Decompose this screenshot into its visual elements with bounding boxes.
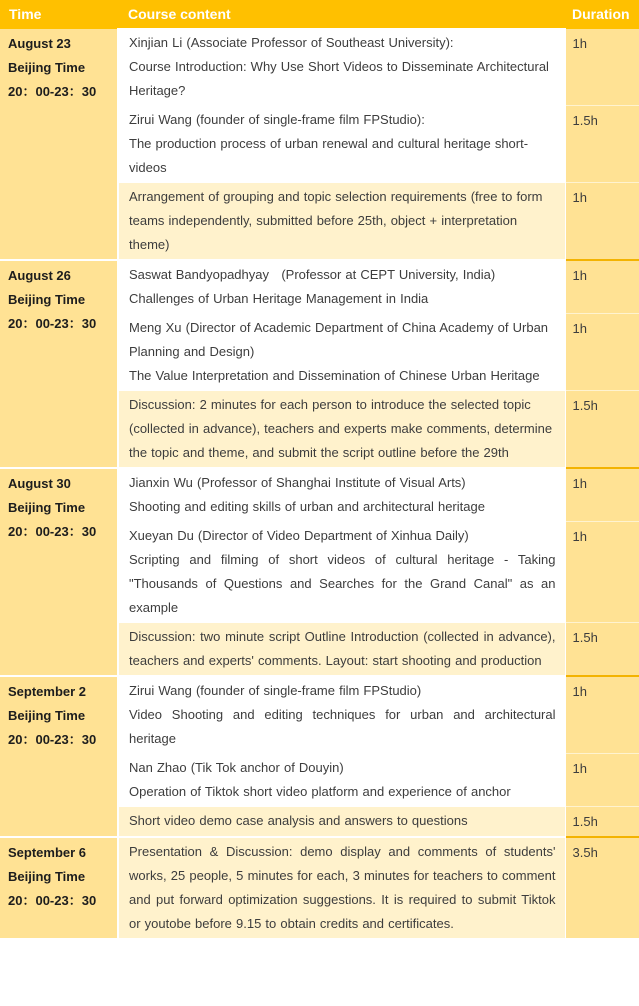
session-text-line: Nan Zhao (Tik Tok anchor of Douyin)	[129, 760, 344, 775]
session-content-cell	[118, 260, 565, 314]
session-text-line: The Value Interpretation and Dissemination of Chinese Urban Heritage	[129, 368, 540, 383]
duration-cell: 1h	[565, 468, 639, 522]
duration-cell: 3.5h	[565, 837, 639, 938]
session-content-cell	[118, 314, 565, 391]
beijing-time-label: Beijing Time	[8, 59, 86, 75]
table-row	[0, 468, 639, 522]
duration-cell: 1h	[565, 314, 639, 391]
session-text-line: Zirui Wang (founder of single-frame film FPStudio)	[129, 683, 422, 698]
session-content-cell	[118, 522, 565, 623]
session-text-line: Meng Xu (Director of Academic Department of China Academy of Urban Planning and Design)	[129, 320, 553, 359]
session-text-line: Discussion: 2 minutes for each person to introduce the selected topic (collected in advance), teachers and experts make comments, determine the topic and theme, and submit the script outline before the 29th	[129, 397, 557, 460]
session-text-line: Presentation & Discussion: demo display and comments of students' works, 25 people, 5 minutes for each, 3 minutes for teachers to comment and put forward optimization suggestions. It is required to submit Tiktok or youtobe before 9.15 to obtain credits and certificates.	[129, 844, 560, 931]
session-content-cell	[118, 754, 565, 807]
session-content-cell	[118, 29, 565, 106]
session-text-line: Video Shooting and editing techniques for urban and architectural heritage	[129, 707, 560, 746]
table-body	[0, 29, 639, 939]
session-text-line: Saswat Bandyopadhyay (Professor at CEPT University, India)	[129, 267, 496, 282]
session-text-line: Discussion: two minute script Outline Introduction (collected in advance), teachers and experts' comments. Layout: start shooting and production	[129, 629, 560, 668]
session-content-cell	[118, 106, 565, 183]
session-content-cell	[118, 623, 565, 677]
duration-cell: 1h	[565, 754, 639, 807]
duration-cell: 1h	[565, 260, 639, 314]
session-content-cell	[118, 468, 565, 522]
time-cell	[0, 29, 118, 261]
duration-cell: 1h	[565, 29, 639, 106]
beijing-time-label: Beijing Time	[8, 292, 86, 307]
header-time: Time	[0, 0, 118, 29]
session-text-line: Short video demo case analysis and answers to questions	[129, 813, 468, 828]
time-range-label: 20：00-23：30	[8, 732, 97, 747]
header-row	[0, 0, 639, 29]
time-range-label: 20：00-23：30	[8, 893, 97, 908]
beijing-time-label: Beijing Time	[8, 500, 86, 515]
duration-cell: 1h	[565, 183, 639, 261]
session-text-line: Xinjian Li (Associate Professor of Southeast University):	[129, 35, 454, 50]
time-cell	[0, 468, 118, 676]
date-label: August 23	[8, 35, 71, 51]
duration-cell: 1.5h	[565, 391, 639, 469]
table-header	[0, 0, 639, 29]
session-text-line: Challenges of Urban Heritage Management in India	[129, 291, 429, 306]
session-content-cell	[118, 183, 565, 261]
session-text-line: Jianxin Wu (Professor of Shanghai Institute of Visual Arts)	[129, 475, 466, 490]
time-range-label: 20：00-23：30	[8, 83, 97, 99]
session-text-line: Scripting and filming of short videos of cultural heritage - Taking "Thousands of Questions and Searches for the Grand Canal" as an example	[129, 552, 560, 615]
session-text-line: Shooting and editing skills of urban and architectural heritage	[129, 499, 485, 514]
date-label: August 30	[8, 476, 71, 491]
duration-cell: 1.5h	[565, 623, 639, 677]
session-content-cell	[118, 807, 565, 838]
time-range-label: 20：00-23：30	[8, 316, 97, 331]
date-label: September 6	[8, 845, 87, 860]
session-content-cell	[118, 676, 565, 754]
header-course-content: Course content	[118, 0, 565, 29]
session-text-line: Arrangement of grouping and topic selection requirements (free to form teams independently, submitted before 25th, object + interpretation theme)	[129, 189, 547, 252]
duration-cell: 1h	[565, 522, 639, 623]
duration-cell: 1.5h	[565, 106, 639, 183]
date-label: September 2	[8, 684, 87, 699]
session-text-line: The production process of urban renewal and cultural heritage short-videos	[129, 136, 529, 175]
session-text-line: Operation of Tiktok short video platform and experience of anchor	[129, 784, 511, 799]
time-cell	[0, 260, 118, 468]
session-content-cell	[118, 837, 565, 938]
date-label: August 26	[8, 268, 71, 283]
beijing-time-label: Beijing Time	[8, 708, 86, 723]
table-row	[0, 676, 639, 754]
time-cell	[0, 676, 118, 837]
table-row	[0, 29, 639, 106]
table-row	[0, 260, 639, 314]
time-range-label: 20：00-23：30	[8, 524, 97, 539]
session-text-line: Zirui Wang (founder of single-frame film FPStudio):	[129, 112, 425, 127]
session-text-line: Course Introduction: Why Use Short Videos to Disseminate Architectural Heritage?	[129, 59, 554, 98]
header-duration: Duration	[565, 0, 639, 29]
beijing-time-label: Beijing Time	[8, 869, 86, 884]
session-content-cell	[118, 391, 565, 469]
table-row	[0, 837, 639, 938]
session-text-line: Xueyan Du (Director of Video Department of Xinhua Daily)	[129, 528, 469, 543]
duration-cell: 1h	[565, 676, 639, 754]
time-cell	[0, 837, 118, 938]
duration-cell: 1.5h	[565, 807, 639, 838]
